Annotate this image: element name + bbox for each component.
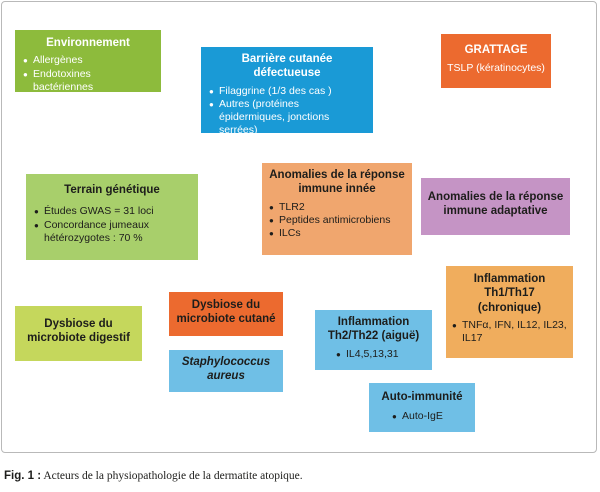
th1-item: ● TNFα, IFN, IL12, IL23, IL17 — [452, 319, 567, 345]
box-inflammation-th1 — [446, 266, 573, 358]
th1-title-line3: (chronique) — [477, 301, 542, 314]
innee-item: ● Peptides antimicrobiens — [269, 214, 405, 227]
terrain-item: ● Études GWAS = 31 loci — [34, 205, 190, 218]
innee-item: ● TLR2 — [269, 201, 405, 214]
adaptative-title-line1: Anomalies de la réponse — [427, 191, 564, 203]
box-reponse-immune-innee — [262, 163, 412, 255]
auto-title: Auto-immunité — [381, 391, 463, 403]
barriere-item: ● Autres (protéines épidermiques, jonctions serrées) — [209, 98, 365, 137]
innee-title-line2: immune innée — [298, 183, 376, 196]
innee-title-line1: Anomalies de la réponse — [269, 169, 405, 181]
th2-item: ● IL4,5,13,31 — [336, 348, 427, 361]
barriere-item: ● Filaggrine (1/3 des cas ) — [209, 85, 365, 98]
box-dysbiose-digestif — [15, 306, 142, 361]
caption-label: Fig. 1 : — [4, 470, 42, 482]
box-dysbiose-cutane — [169, 292, 283, 336]
terrain-item: ● Concordance jumeaux hétérozygotes : 70 % — [34, 219, 190, 245]
caption-text: Acteurs de la physiopathologie de la dermatite atopique. — [43, 470, 303, 482]
box-grattage — [441, 34, 551, 88]
digestif-title-line2: microbiote digestif — [27, 332, 130, 345]
th1-title-line1: Inflammation — [473, 273, 546, 285]
box-environnement — [15, 30, 161, 92]
digestif-title-line1: Dysbiose du — [44, 318, 113, 330]
barriere-title-line2: défectueuse — [253, 67, 321, 80]
th1-title-line2: Th1/Th17 — [484, 287, 535, 300]
barriere-title-line1: Barrière cutanée — [241, 53, 333, 65]
environnement-item: ● Endotoxines bactériennes — [23, 68, 153, 94]
th2-title-line1: Inflammation — [337, 316, 410, 328]
grattage-title: GRATTAGE — [464, 44, 528, 56]
cutane-title-line2: microbiote cutané — [176, 313, 276, 326]
box-auto-immunite — [369, 383, 475, 432]
box-reponse-immune-adaptative — [421, 178, 570, 235]
staph-title-line2: aureus — [207, 370, 245, 383]
box-staphylococcus-aureus — [169, 350, 283, 392]
box-inflammation-th2 — [315, 310, 432, 370]
figure-caption — [4, 470, 303, 482]
th2-title-line2: Th2/Th22 (aiguë) — [327, 330, 420, 343]
innee-item: ● ILCs — [269, 227, 405, 240]
terrain-title: Terrain génétique — [64, 184, 160, 196]
auto-item: ● Auto-IgE — [392, 410, 470, 423]
cutane-title-line1: Dysbiose du — [191, 299, 261, 311]
environnement-title: Environnement — [46, 37, 130, 49]
box-barriere-cutanee — [201, 47, 373, 137]
staph-title-line1: Staphylococcus — [181, 356, 271, 368]
box-terrain-genetique — [26, 174, 198, 260]
grattage-subtitle: TSLP (kératinocytes) — [447, 62, 545, 75]
environnement-item: ● Allergènes — [23, 54, 153, 67]
adaptative-title-line2: immune adaptative — [443, 205, 548, 218]
